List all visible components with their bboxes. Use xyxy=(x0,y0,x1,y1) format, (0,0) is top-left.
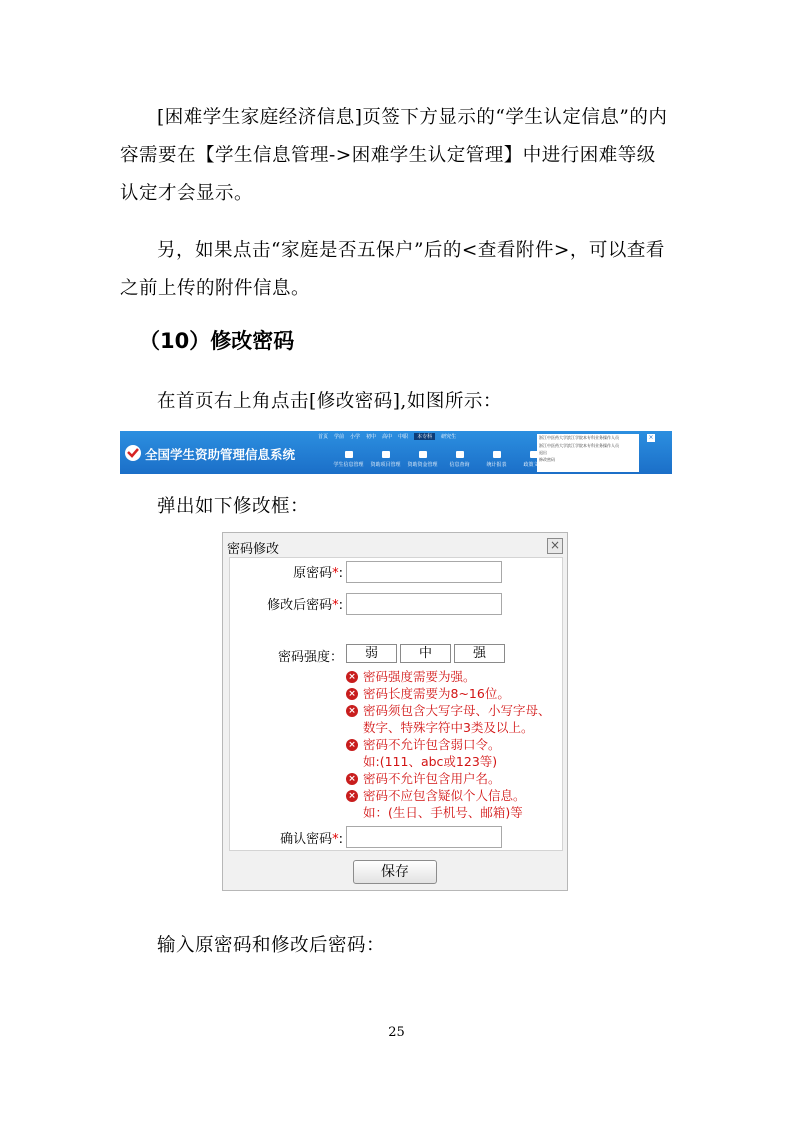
error-icon: × xyxy=(346,773,358,785)
error-message: × 密码长度需要为8~16位。 xyxy=(346,685,551,702)
dialog-title: 密码修改 xyxy=(227,542,280,557)
error-list xyxy=(346,668,551,821)
module-reports[interactable]: 统计报表 xyxy=(478,451,515,468)
briefcase-icon xyxy=(382,451,390,458)
system-title: 全国学生资助管理信息系统 xyxy=(145,447,296,462)
close-icon[interactable]: × xyxy=(648,434,654,441)
menu-item-change-password[interactable]: 修改密码 xyxy=(539,457,555,462)
nav-link-junior[interactable]: 初中 xyxy=(366,434,377,440)
error-message: × 密码不应包含疑似个人信息。 xyxy=(346,787,551,804)
dialog-body xyxy=(229,557,563,851)
paragraph-5: 输入原密码和修改后密码： xyxy=(157,935,386,956)
module-query[interactable]: 信息查询 xyxy=(441,451,478,468)
module-menu xyxy=(330,451,552,468)
nav-link-vocational[interactable]: 中职 xyxy=(398,434,409,440)
error-icon: × xyxy=(346,790,358,802)
strength-meter xyxy=(346,644,508,663)
strength-label: 密码强度： xyxy=(277,650,343,665)
error-message: × 密码强度需要为强。 xyxy=(346,668,551,685)
old-password-input[interactable] xyxy=(346,561,502,583)
wallet-icon xyxy=(419,451,427,458)
module-student-info[interactable]: 学生信息管理 xyxy=(330,451,367,468)
menu-item-user[interactable]: 浙江中医药大学滨江学院本专科业务操作人员 xyxy=(539,443,619,448)
error-message: × 密码不允许包含用户名。 xyxy=(346,770,551,787)
error-message: × 密码不允许包含弱口令。 xyxy=(346,736,551,753)
error-message: 如：(生日、手机号、邮箱)等 xyxy=(363,805,523,820)
section-heading: （10）修改密码 xyxy=(139,329,295,353)
close-icon[interactable]: × xyxy=(547,538,563,554)
error-icon: × xyxy=(346,671,358,683)
old-password-label: 原密码*: xyxy=(293,566,343,581)
nav-link-senior[interactable]: 高中 xyxy=(382,434,393,440)
nav-link-preschool[interactable]: 学前 xyxy=(334,434,345,440)
menu-item-logout[interactable]: 退出 xyxy=(539,450,547,455)
paragraph-1: [困难学生家庭经济信息]页签下方显示的“学生认定信息”的内容需要在【学生信息管理->困难学生认定管理】中进行困难等级认定才会显示。 xyxy=(120,107,668,204)
save-button[interactable]: 保存 xyxy=(353,860,437,884)
error-message: 如:(111、abc或123等) xyxy=(363,754,498,769)
new-password-label: 修改后密码*: xyxy=(267,598,343,613)
document-icon xyxy=(530,451,538,458)
search-icon xyxy=(456,451,464,458)
error-message: × 密码须包含大写字母、小写字母、 xyxy=(346,702,551,719)
strength-medium: 中 xyxy=(400,644,451,663)
paragraph-4: 弹出如下修改框： xyxy=(157,496,310,517)
page-number: 25 xyxy=(388,1025,405,1040)
nav-link-undergraduate[interactable]: 本专科 xyxy=(414,433,435,440)
system-logo-icon xyxy=(124,444,142,462)
chart-icon xyxy=(493,451,501,458)
nav-link-graduate[interactable]: 研究生 xyxy=(441,434,457,440)
paragraph-3: 在首页右上角点击[修改密码],如图所示： xyxy=(157,391,502,412)
nav-link-primary[interactable]: 小学 xyxy=(350,434,361,440)
module-policy[interactable]: 政策文件 xyxy=(515,451,552,468)
strength-strong: 强 xyxy=(454,644,505,663)
confirm-password-label: 确认密码*: xyxy=(280,832,343,847)
system-navbar xyxy=(120,431,672,474)
module-aid-fund[interactable]: 资助资金管理 xyxy=(404,451,441,468)
new-password-input[interactable] xyxy=(346,593,502,615)
user-dropdown[interactable]: 浙江中医药大学滨江学院本专科业务操作人员 xyxy=(537,434,639,442)
password-dialog xyxy=(222,532,568,891)
users-icon xyxy=(345,451,353,458)
error-message: 数字、特殊字符中3类及以上。 xyxy=(363,720,534,735)
error-icon: × xyxy=(346,705,358,717)
user-dropdown-menu xyxy=(537,442,639,472)
confirm-password-input[interactable] xyxy=(346,826,502,848)
error-icon: × xyxy=(346,739,358,751)
nav-link-home[interactable]: 首页 xyxy=(318,434,329,440)
paragraph-2: 另，如果点击“家庭是否五保户”后的<查看附件>，可以查看之前上传的附件信息。 xyxy=(120,240,665,299)
error-icon: × xyxy=(346,688,358,700)
strength-weak: 弱 xyxy=(346,644,397,663)
top-links xyxy=(318,433,456,440)
module-aid-project[interactable]: 资助项目管理 xyxy=(367,451,404,468)
